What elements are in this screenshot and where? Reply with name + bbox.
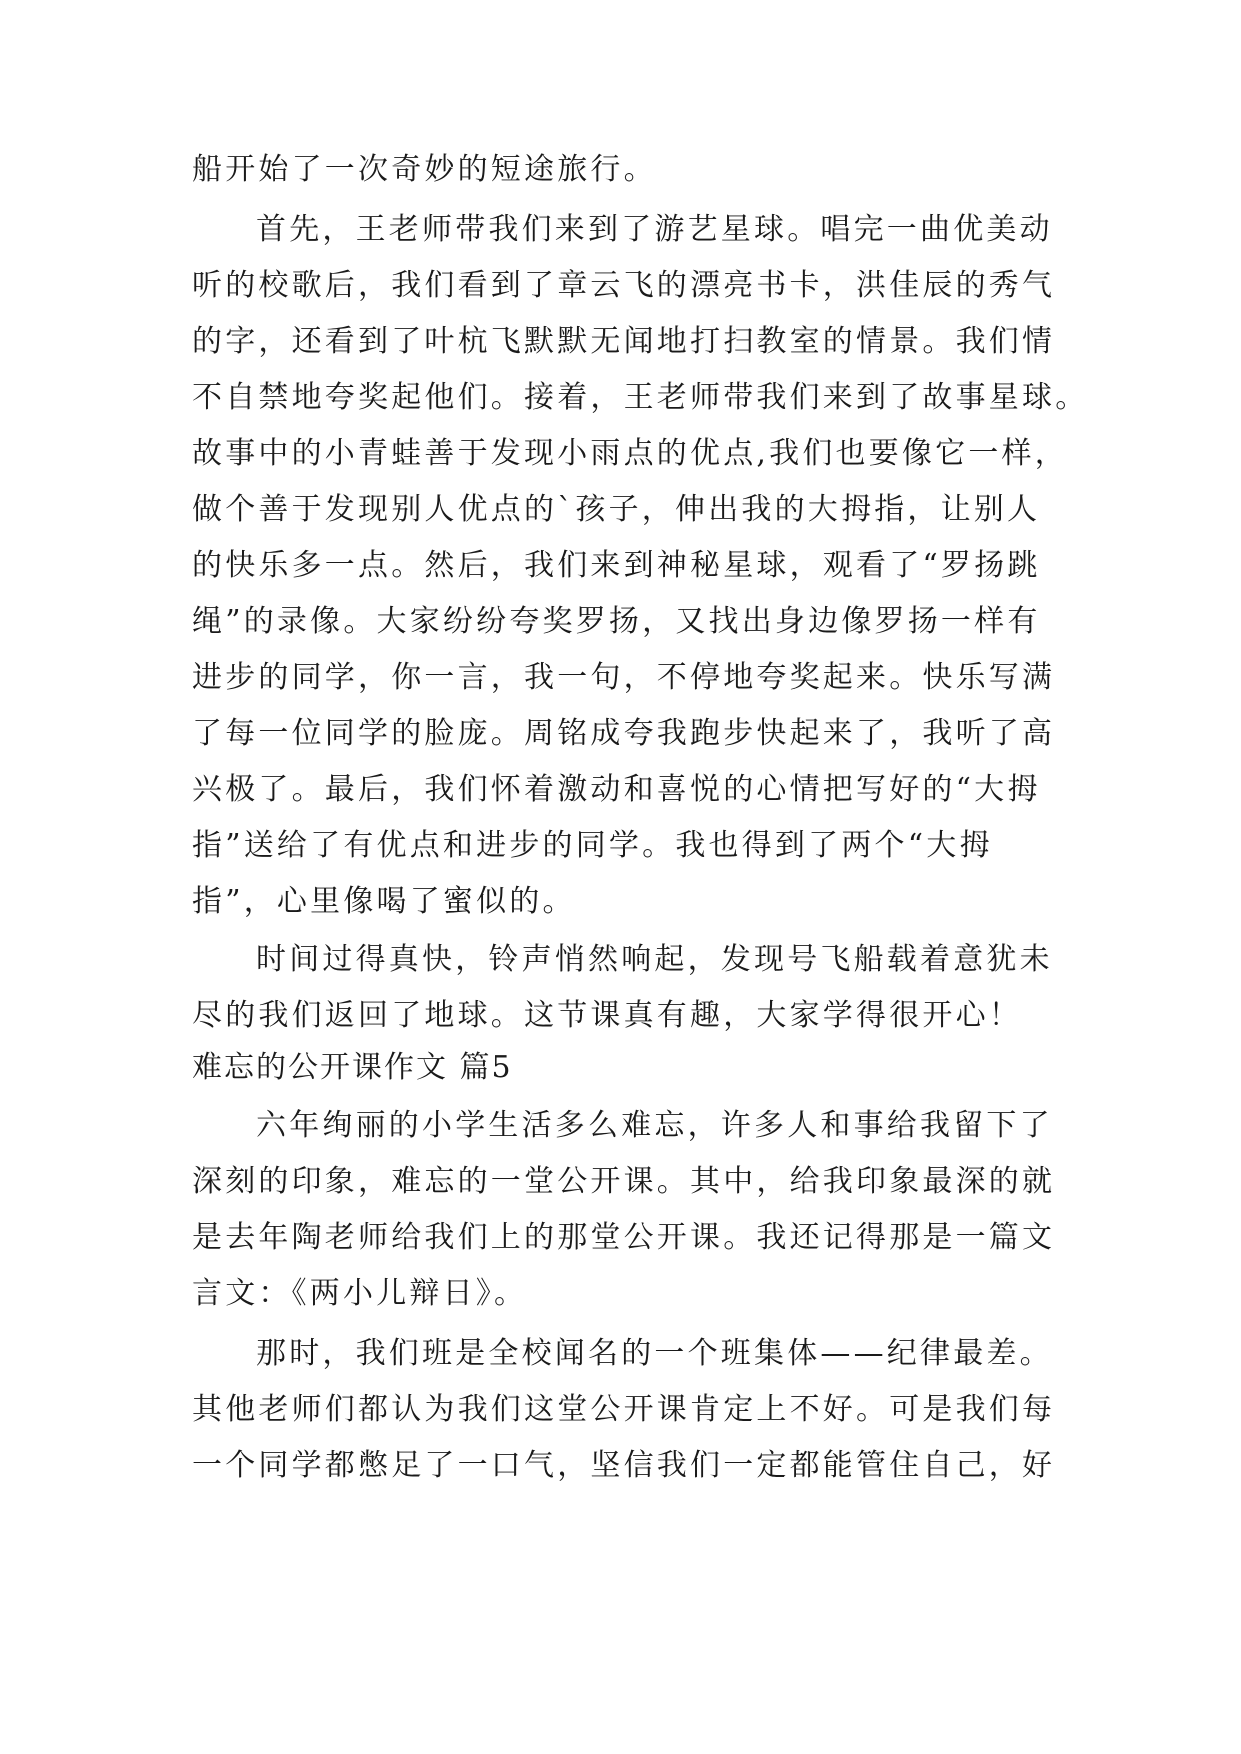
paragraph-line: 首先，王老师带我们来到了游艺星球。唱完一曲优美动 bbox=[256, 212, 1053, 247]
paragraph-line: 是去年陶老师给我们上的那堂公开课。我还记得那是一篇文 bbox=[192, 1220, 1056, 1255]
paragraph-line: 言文：《两小儿辩日》。 bbox=[192, 1276, 528, 1311]
paragraph-line: 其他老师们都认为我们这堂公开课肯定上不好。可是我们每 bbox=[192, 1392, 1056, 1427]
paragraph-line: 一个同学都憋足了一口气，坚信我们一定都能管住自己，好 bbox=[192, 1448, 1056, 1483]
paragraph-line: 兴极了。最后，我们怀着激动和喜悦的心情把写好的“大拇 bbox=[192, 772, 1041, 807]
paragraph-line: 指”送给了有优点和进步的同学。我也得到了两个“大拇 bbox=[192, 828, 993, 863]
paragraph-line: 绳”的录像。大家纷纷夸奖罗扬，又找出身边像罗扬一样有 bbox=[192, 604, 1041, 639]
paragraph-line: 时间过得真快，铃声悄然响起，发现号飞船载着意犹未 bbox=[256, 942, 1053, 977]
paragraph-line: 的字，还看到了叶杭飞默默无闻地打扫教室的情景。我们情 bbox=[192, 324, 1056, 359]
paragraph-line: 了每一位同学的脸庞。周铭成夸我跑步快起来了，我听了高 bbox=[192, 716, 1056, 751]
paragraph-line: 六年绚丽的小学生活多么难忘，许多人和事给我留下了 bbox=[256, 1108, 1053, 1143]
paragraph-line: 做个善于发现别人优点的`孩子，伸出我的大拇指，让别人 bbox=[192, 492, 1041, 527]
section-heading: 难忘的公开课作文 篇5 bbox=[192, 1050, 513, 1085]
paragraph-line: 船开始了一次奇妙的短途旅行。 bbox=[192, 152, 657, 187]
paragraph-line: 故事中的小青蛙善于发现小雨点的优点,我们也要像它一样， bbox=[192, 436, 1068, 471]
paragraph-line: 指”，心里像喝了蜜似的。 bbox=[192, 884, 576, 919]
paragraph-line: 的快乐多一点。然后，我们来到神秘星球，观看了“罗扬跳 bbox=[192, 548, 1041, 583]
paragraph-line: 深刻的印象，难忘的一堂公开课。其中，给我印象最深的就 bbox=[192, 1164, 1056, 1199]
paragraph-line: 听的校歌后，我们看到了章云飞的漂亮书卡，洪佳辰的秀气 bbox=[192, 268, 1056, 303]
paragraph-line: 进步的同学，你一言，我一句，不停地夸奖起来。快乐写满 bbox=[192, 660, 1056, 695]
paragraph-line: 不自禁地夸奖起他们。接着，王老师带我们来到了故事星球。 bbox=[192, 380, 1089, 415]
paragraph-line: 那时，我们班是全校闻名的一个班集体——纪律最差。 bbox=[256, 1336, 1053, 1371]
paragraph-line: 尽的我们返回了地球。这节课真有趣，大家学得很开心！ bbox=[192, 998, 1022, 1033]
